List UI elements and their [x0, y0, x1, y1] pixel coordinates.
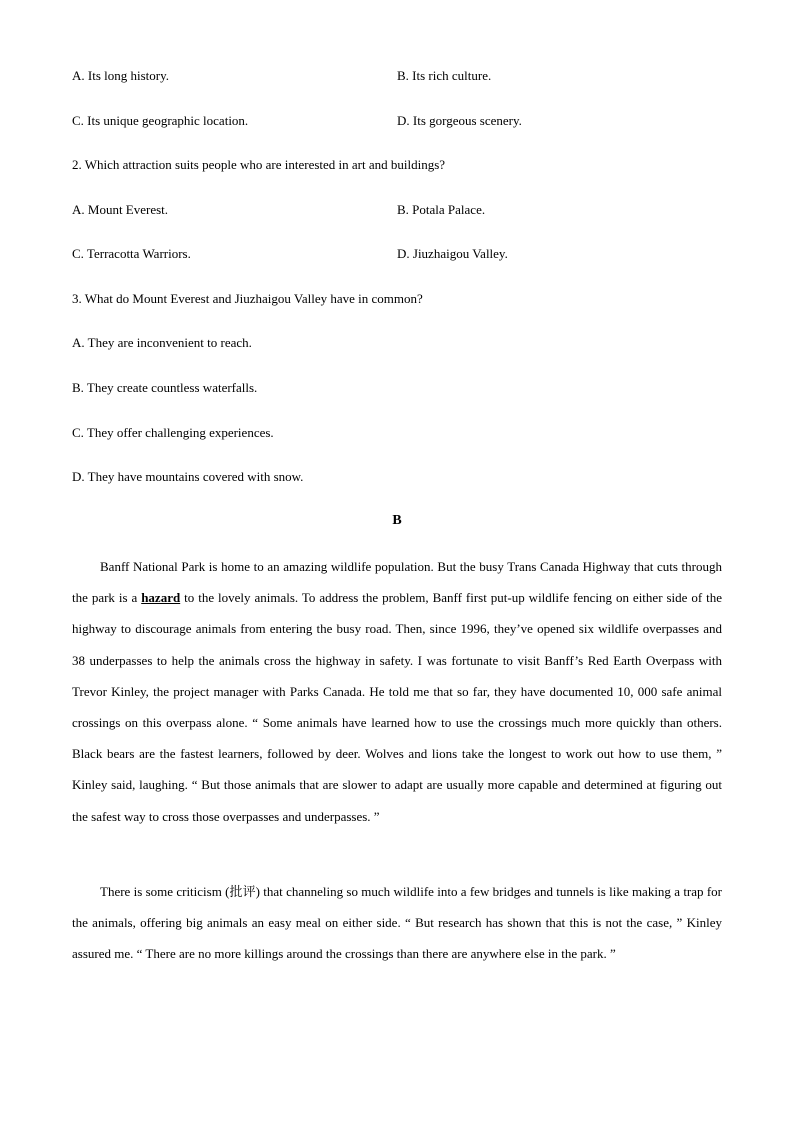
- q2-option-a: A. Mount Everest.: [72, 202, 169, 217]
- passage-paragraph-2: There is some criticism (批评) that channeling so much wildlife into a few bridges and tunnels is like making a trap for the animals, offering big animals an easy meal on either side. “ But research has shown that this is not the case, ” Kinley assured me. “ There are no more killings around the crossings than there are anywhere else in the park. ”: [72, 884, 722, 962]
- q2-option-b: B. Potala Palace.: [397, 202, 486, 217]
- q1-option-d: D. Its gorgeous scenery.: [397, 113, 522, 128]
- q2-option-d: D. Jiuzhaigou Valley.: [397, 246, 508, 261]
- q3-option-b: B. They create countless waterfalls.: [72, 380, 258, 395]
- q2-question: 2. Which attraction suits people who are interested in art and buildings?: [72, 157, 446, 172]
- keyword-hazard: hazard: [141, 590, 181, 606]
- section-b-heading: B: [392, 513, 402, 528]
- q1-option-c: C. Its unique geographic location.: [72, 113, 249, 128]
- passage-paragraph-1: [72, 551, 722, 832]
- q3-question: 3. What do Mount Everest and Jiuzhaigou Valley have in common?: [72, 291, 423, 306]
- q3-option-a: A. They are inconvenient to reach.: [72, 335, 252, 350]
- q3-option-d: D. They have mountains covered with snow.: [72, 469, 304, 484]
- q3-option-c: C. They offer challenging experiences.: [72, 425, 274, 440]
- q2-option-c: C. Terracotta Warriors.: [72, 246, 191, 261]
- q1-option-a: A. Its long history.: [72, 68, 170, 83]
- paragraph-1-text-before: Banff National Park is home to an amazing wildlife population. But the busy Trans Canada Highway that cuts through the park is a: [72, 559, 722, 606]
- q1-option-b: B. Its rich culture.: [397, 68, 492, 83]
- paragraph-1-text-after: to the lovely animals. To address the problem, Banff first put-up wildlife fencing on either side of the highway to discourage animals from entering the busy road. Then, since 1996, they’ve opened six wildlife overpasses and 38 underpasses to help the animals cross the highway in safety. I was fortunate to visit Banff’s Red Earth Overpass with Trevor Kinley, the project manager with Parks Canada. He told me that so far, they have documented 10, 000 safe animal crossings on this overpass alone. “ Some animals have learned how to use the crossings much more quickly than others. Black bears are the fastest learners, followed by deer. Wolves and lions take the longest to work out how to use them, ” Kinley said, laughing. “ But those animals that are slower to adapt are usually more capable and determined at figuring out the safest way to cross those overpasses and underpasses. ”: [72, 590, 722, 824]
